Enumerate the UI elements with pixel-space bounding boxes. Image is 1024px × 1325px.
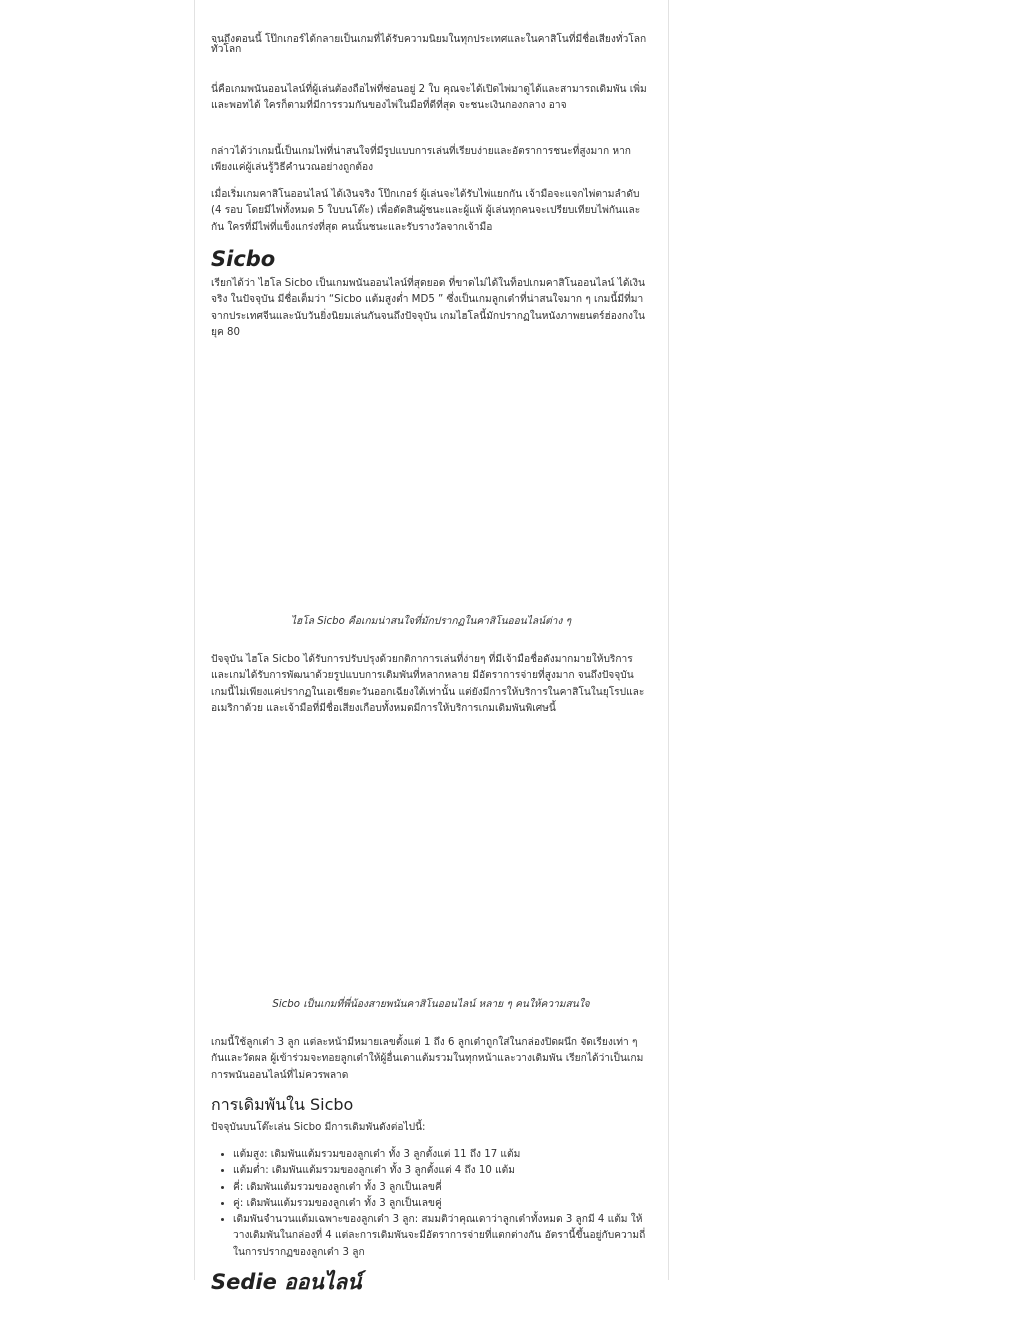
betting-intro [211, 1120, 651, 1136]
sicbo-paragraph-3 [211, 1035, 651, 1084]
list-item: • คู่: เดิมพันแต้มรวมของลูกเต๋า ทั้ง 3 ลูกเป็นเลขคู่ [233, 1196, 651, 1212]
section-heading: Sedie ออนไลน์ [211, 1270, 362, 1294]
paragraph: เมื่อเริ่มเกมคาสิโนออนไลน์ ได้เงินจริง โป๊กเกอร์ ผู้เล่นจะได้รับไพ่แยกกัน เจ้ามือจะแจกไพ่ตามลำดับ (4 รอบ โดยมีไพ่ทั้งหมด 5 ใบบนโต๊ะ) เพื่อตัดสินผู้ชนะและผู้แพ้ ผู้เล่นทุกคนจะเปรียบเทียบไพ่กันและกัน ใครที่มีไพ่ที่แข็งแกร่งที่สุด คนนั้นชนะและรับรางวัลจากเจ้ามือ [211, 189, 641, 233]
sicbo-paragraph-1 [211, 276, 651, 341]
list-item: • แต้มต่ำ: เดิมพันแต้มรวมของลูกเต๋า ทั้ง 3 ลูกตั้งแต่ 4 ถึง 10 แต้ม [233, 1163, 651, 1179]
sicbo-image-2 [211, 742, 651, 990]
image-caption-1: ไฮโล Sicbo คือเกมน่าสนใจที่มักปรากฏในคาสิโนออนไลน์ต่าง ๆ [290, 616, 572, 627]
sicbo-image-1 [211, 348, 651, 606]
list-item: • เดิมพันจำนวนแต้มเฉพาะของลูกเต๋า 3 ลูก: สมมติว่าคุณเดาว่าลูกเต๋าทั้งหมด 3 ลูกมี 4 แต้ม ให้วางเดิมพันในกล่องที่ 4 แต่ละการเดิมพันจะมีอัตราการจ่ายที่แตกต่างกัน อัตรานี้ขึ้นอยู่กับความถี่ในการปรากฏของลูกเต๋า 3 ลูก [233, 1212, 651, 1261]
betting-section [211, 1095, 651, 1115]
intro-cut-line: จนถึงตอนนี้ โป๊กเกอร์ได้กลายเป็นเกมที่ได้รับความนิยมในทุกประเทศและในคาสิโนที่มีชื่อเสียงทั่วโลก ทั่วโลก [211, 34, 647, 55]
section-heading: Sicbo [211, 247, 276, 271]
image-caption-2: Sicbo เป็นเกมที่พี่น้องสายพนันคาสิโนออนไลน์ หลาย ๆ คนให้ความสนใจ [272, 999, 590, 1010]
sicbo-section [211, 247, 651, 271]
paragraph: นี่คือเกมพนันออนไลน์ที่ผู้เล่นต้องถือไพ่ที่ซ่อนอยู่ 2 ใบ คุณจะได้เปิดไพ่มาดูได้และสามารถเดิมพัน เพิ่มและพอทได้ ใครก็ตามที่มีการรวมกันของไพ่ในมือที่ดีที่สุด จะชนะเงินกองกลาง อาจ [211, 84, 647, 112]
next-section [211, 1270, 651, 1294]
bullet-list [211, 1147, 651, 1261]
sicbo-paragraph-2 [211, 652, 651, 717]
intro-paragraph-4 [211, 187, 651, 236]
intro-paragraph-3 [211, 144, 651, 177]
list-item: • คี่: เดิมพันแต้มรวมของลูกเต๋า ทั้ง 3 ลูกเป็นเลขคี่ [233, 1180, 651, 1196]
paragraph: ปัจจุบันบนโต๊ะเล่น Sicbo มีการเดิมพันดังต่อไปนี้: [211, 1122, 426, 1133]
intro-cut-paragraph [211, 34, 651, 72]
list-item: • แต้มสูง: เดิมพันแต้มรวมของลูกเต๋า ทั้ง 3 ลูกตั้งแต่ 11 ถึง 17 แต้ม [233, 1147, 651, 1163]
subsection-heading: การเดิมพันใน Sicbo [211, 1095, 354, 1114]
paragraph: กล่าวได้ว่าเกมนี้เป็นเกมไพ่ที่น่าสนใจที่มีรูปแบบการเล่นที่เรียบง่ายและอัตราการชนะที่สูงมาก หากเพียงแค่ผู้เล่นรู้วิธีคำนวณอย่างถูกต้อง [211, 146, 631, 174]
intro-paragraph-2 [211, 82, 651, 115]
paragraph: ปัจจุบัน ไฮโล Sicbo ได้รับการปรับปรุงด้วยกติกาการเล่นที่ง่ายๆ ที่มีเจ้ามือชื่อดังมากมายให้บริการ และเกมได้รับการพัฒนาด้วยรูปแบบการเดิมพันที่หลากหลาย มีอัตราการจ่ายที่สูงมาก จนถึงปัจจุบัน เกมนี้ไม่เพียงแค่ปรากฏในเอเชียตะวันออกเฉียงใต้เท่านั้น แต่ยังมีการให้บริการในคาสิโนในยุโรปและอเมริกาด้วย และเจ้ามือที่มีชื่อเสียงเกือบทั้งหมดมีการให้บริการเกมเดิมพันพิเศษนี้ [211, 654, 645, 714]
paragraph: เรียกได้ว่า ไฮโล Sicbo เป็นเกมพนันออนไลน์ที่สุดยอด ที่ขาดไม่ได้ในท็อปเกมคาสิโนออนไลน์ ได้เงินจริง ในปัจจุบัน มีชื่อเต็มว่า “Sicbo แต้มสูงต่ำ MD5 ” ซึ่งเป็นเกมลูกเต๋าที่น่าสนใจมาก ๆ เกมนี้มีที่มาจากประเทศจีนและนับวันยิ่งนิยมเล่นกันจนถึงปัจจุบัน เกมไฮโลนี้มักปรากฏในหนังภาพยนตร์ฮ่องกงในยุค 80 [211, 278, 645, 338]
betting-list [211, 1147, 651, 1261]
article-column [194, 0, 669, 1294]
paragraph: เกมนี้ใช้ลูกเต๋า 3 ลูก แต่ละหน้ามีหมายเลขตั้งแต่ 1 ถึง 6 ลูกเต๋าถูกใส่ในกล่องปิดผนึก จัดเรียงเท่า ๆ กันและวัดผล ผู้เข้าร่วมจะทอยลูกเต๋าให้ผู้อื่นเดาแต้มรวมในทุกหน้าและวางเดิมพัน เรียกได้ว่าเป็นเกมการพนันออนไลน์ที่ไม่ควรพลาด [211, 1037, 644, 1081]
